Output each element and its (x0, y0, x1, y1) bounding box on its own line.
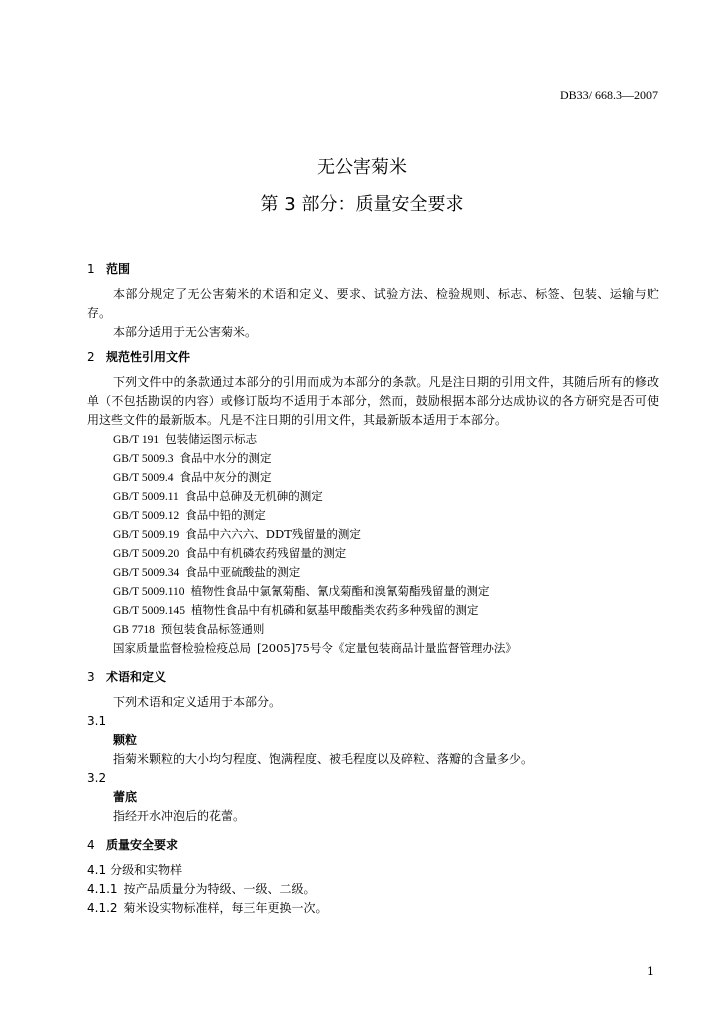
section-number: 4 (87, 838, 95, 852)
reference-item (87, 563, 659, 582)
reference-item (87, 601, 659, 620)
section-heading (87, 668, 659, 687)
reference-title: 食品中灰分的测定 (179, 470, 272, 484)
reference-code: GB/T 5009.19 (113, 529, 180, 541)
reference-code: GB/T 5009.145 (113, 605, 185, 617)
section-heading (87, 260, 659, 279)
reference-code: GB/T 5009.12 (113, 510, 180, 522)
clause-text: 按产品质量分为特级、一级、二级。 (123, 882, 316, 896)
reference-item (87, 544, 659, 563)
reference-title: 预包装食品标签通则 (160, 622, 265, 636)
reference-code: GB/T 5009.34 (113, 567, 180, 579)
reference-item (87, 430, 659, 449)
reference-title: 食品中铅的测定 (185, 508, 266, 522)
reference-item (87, 525, 659, 544)
paragraph: 本部分适用于无公害菊米。 (113, 325, 258, 339)
clause-item (87, 880, 659, 899)
reference-title: [2005]75号令《定量包装商品计量监督管理办法》 (257, 641, 517, 655)
reference-code: GB/T 5009.3 (113, 453, 174, 465)
reference-code: GB/T 5009.20 (113, 548, 180, 560)
reference-code: GB/T 5009.4 (113, 472, 174, 484)
clause-number: 4.1.2 (87, 901, 118, 915)
reference-title: 植物性食品中有机磷和氨基甲酸酯类农药多种残留的测定 (191, 603, 479, 617)
document-title: 无公害菊米 (317, 157, 407, 178)
page-number: 1 (647, 965, 654, 978)
subsection-title: 分级和实物样 (110, 863, 183, 877)
term-number: 3.1 (87, 714, 107, 728)
document-body (87, 260, 659, 918)
reference-item (87, 487, 659, 506)
clause-text: 菊米设实物标准样，每三年更换一次。 (123, 901, 328, 915)
subsection-heading (87, 861, 659, 880)
reference-title: 食品中有机磷农药残留量的测定 (185, 546, 347, 560)
reference-code: GB/T 5009.11 (113, 491, 179, 503)
paragraph: 下列文件中的条款通过本部分的引用而成为本部分的条款。凡是注日期的引用文件，其随后所有的修改单（不包括勘误的内容）或修订版均不适用于本部分，然而，鼓励根据本部分达成协议的各方研究是否可使用这些文件的最新版本。凡是不注日期的引用文件，其最新版本适用于本部分。 (87, 375, 659, 427)
term-name: 颗粒 (113, 733, 138, 747)
reference-code: GB/T 191 (113, 434, 160, 446)
term-definition: 指经开水冲泡后的花蕾。 (113, 809, 246, 823)
reference-title: 植物性食品中氯氰菊酯、氰戊菊酯和溴氰菊酯残留量的测定 (190, 584, 490, 598)
section-title: 术语和定义 (106, 670, 167, 684)
section-title: 质量安全要求 (106, 838, 179, 852)
standard-code: DB33/ 668.3—2007 (559, 88, 658, 102)
reference-title: 包装储运图示标志 (165, 432, 258, 446)
clause-item (87, 899, 659, 918)
reference-item (87, 620, 659, 639)
clause-number: 4.1.1 (87, 882, 118, 896)
term-definition: 指菊米颗粒的大小均匀程度、饱满程度、被毛程度以及碎粒、落瓣的含量多少。 (113, 752, 534, 766)
reference-code: 国家质量监督检验检疫总局 (113, 643, 251, 655)
paragraph: 本部分规定了无公害菊米的术语和定义、要求、试验方法、检验规则、标志、标签、包装、运输与贮存。 (87, 287, 659, 320)
reference-item (87, 582, 659, 601)
section-number: 3 (87, 670, 95, 684)
reference-title: 食品中六六六、DDT残留量的测定 (185, 527, 361, 541)
reference-title: 食品中水分的测定 (179, 451, 272, 465)
section-title: 范围 (106, 262, 131, 276)
section-heading (87, 348, 659, 367)
reference-code: GB/T 5009.110 (113, 586, 185, 598)
reference-title: 食品中总砷及无机砷的测定 (184, 489, 323, 503)
term-name: 蕾底 (113, 790, 138, 804)
section-number: 1 (87, 262, 95, 276)
paragraph: 下列术语和定义适用于本部分。 (113, 695, 282, 709)
section-number: 2 (87, 350, 95, 364)
section-title: 规范性引用文件 (106, 350, 191, 364)
subsection-number: 4.1 (87, 863, 107, 877)
reference-item (87, 449, 659, 468)
term-number: 3.2 (87, 771, 107, 785)
document-subtitle: 第 3 部分：质量安全要求 (260, 194, 464, 215)
section-heading (87, 836, 659, 855)
reference-item (87, 639, 659, 658)
reference-item (87, 506, 659, 525)
reference-code: GB 7718 (113, 624, 155, 636)
reference-title: 食品中亚硫酸盐的测定 (185, 565, 301, 579)
reference-item (87, 468, 659, 487)
